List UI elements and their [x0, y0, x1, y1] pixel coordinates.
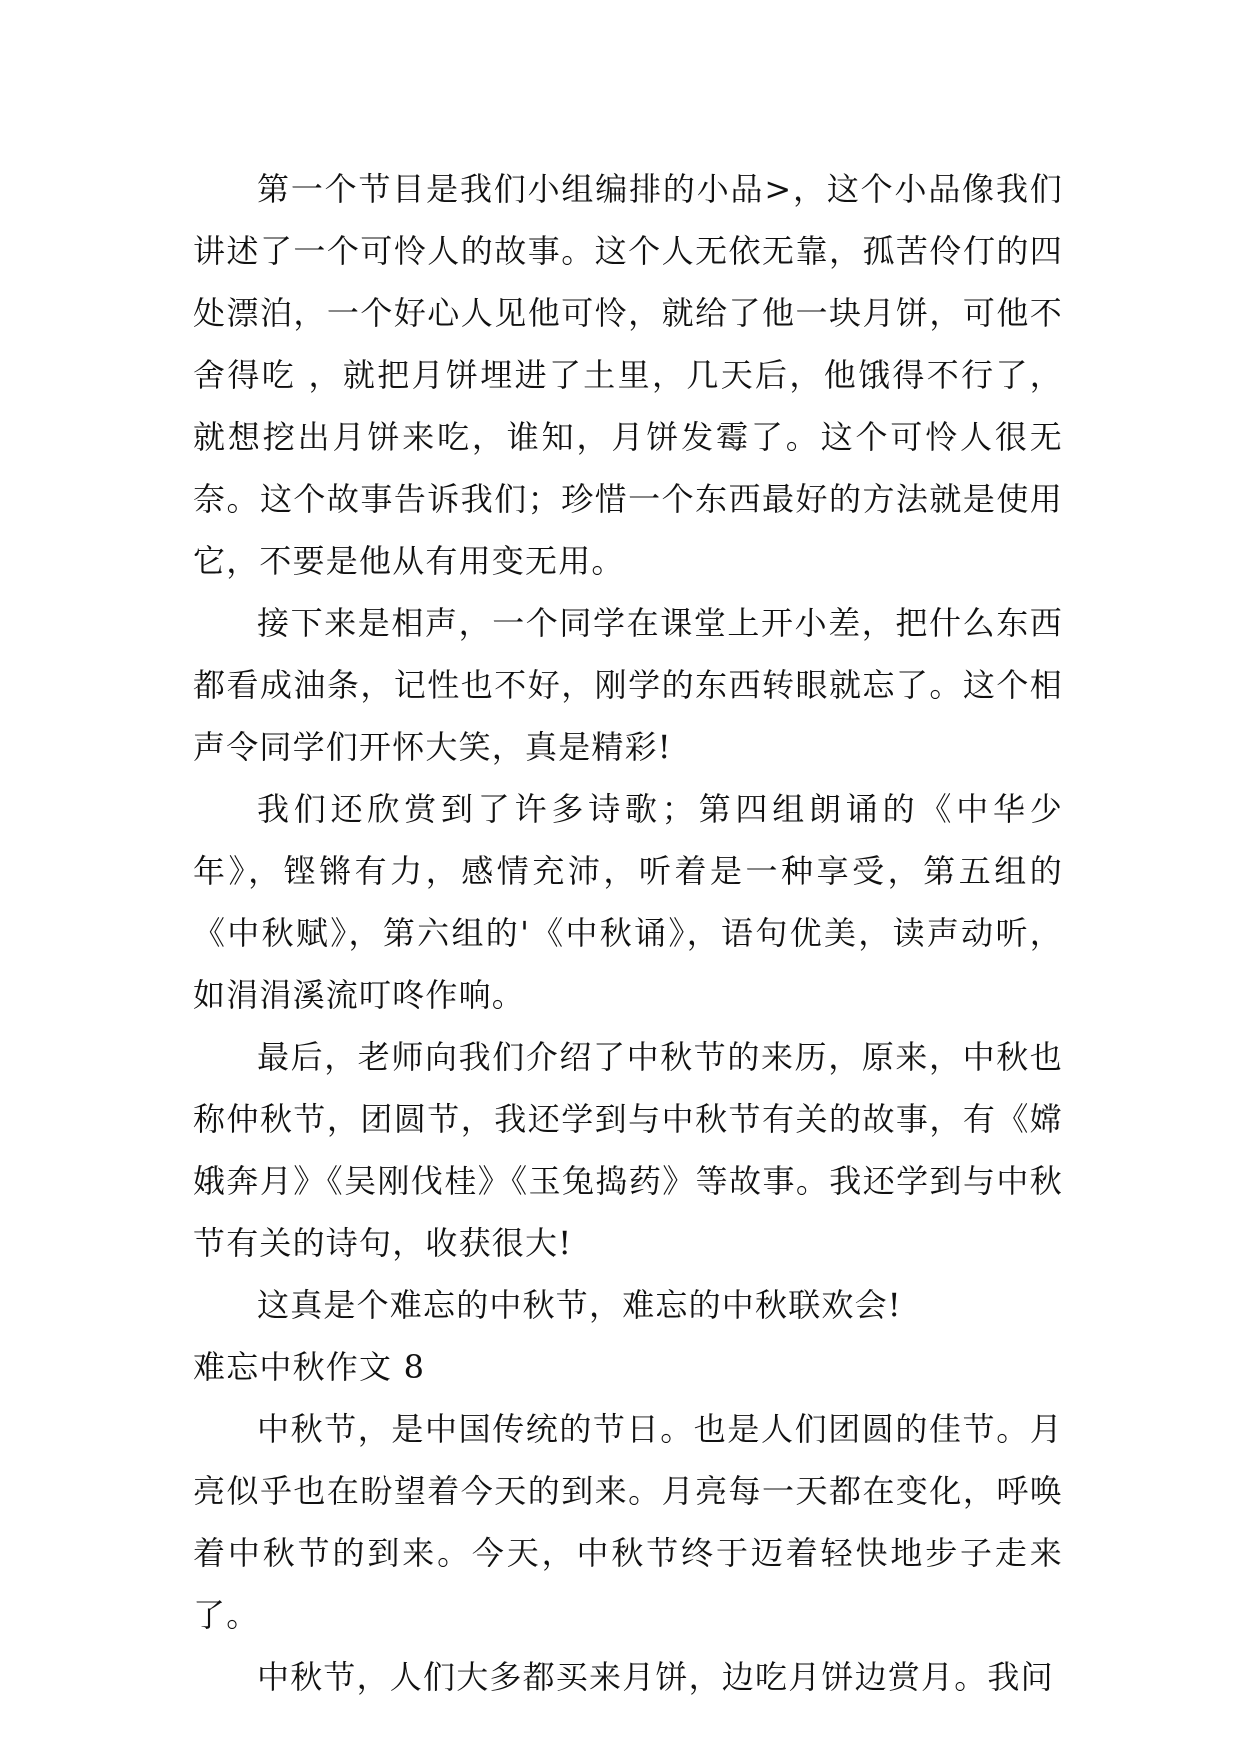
paragraph-mooncakes: 中秋节，人们大多都买来月饼，边吃月饼边赏月。我问 — [257, 1658, 1054, 1696]
paragraph-crosstalk: 接下来是相声，一个同学在课堂上开小差，把什么东西都看成油条，记性也不好，刚学的东西转眼就忘了。这个相声令同学们开怀大笑，真是精彩! — [193, 604, 1063, 766]
section-title: 难忘中秋作文 8 — [193, 1348, 426, 1386]
paragraph-sketch: 第一个节目是我们小组编排的小品>，这个小品像我们讲述了一个可怜人的故事。这个人无依无靠，孤苦伶仃的四处漂泊，一个好心人见他可怜，就给了他一块月饼，可他不舍得吃 ，就把月饼埋进了土里，几天后，他饿得不行了，就想挖出月饼来吃，谁知，月饼发霉了。这个可怜人很无奈。这个故事告诉我们；珍惜一个东西最好的方法就是使用它，不要是他从有用变无用。 — [193, 170, 1063, 580]
paragraph-festival-intro: 中秋节，是中国传统的节日。也是人们团圆的佳节。月亮似乎也在盼望着今天的到来。月亮每一天都在变化，呼唤着中秋节的到来。今天，中秋节终于迈着轻快地步子走来了。 — [193, 1410, 1063, 1634]
paragraph-teacher: 最后，老师向我们介绍了中秋节的来历，原来，中秋也称仲秋节，团圆节，我还学到与中秋节有关的故事，有《嫦娥奔月》《吴刚伐桂》《玉兔捣药》等故事。我还学到与中秋节有关的诗句，收获很大! — [193, 1038, 1063, 1262]
paragraph-closing: 这真是个难忘的中秋节，难忘的中秋联欢会! — [257, 1286, 902, 1324]
paragraph-poems: 我们还欣赏到了许多诗歌；第四组朗诵的《中华少年》，铿锵有力，感情充沛，听着是一种享受，第五组的《中秋赋》，第六组的'《中秋诵》，语句优美，读声动听，如涓涓溪流叮咚作响。 — [193, 790, 1063, 1014]
document-body — [193, 158, 1063, 1708]
